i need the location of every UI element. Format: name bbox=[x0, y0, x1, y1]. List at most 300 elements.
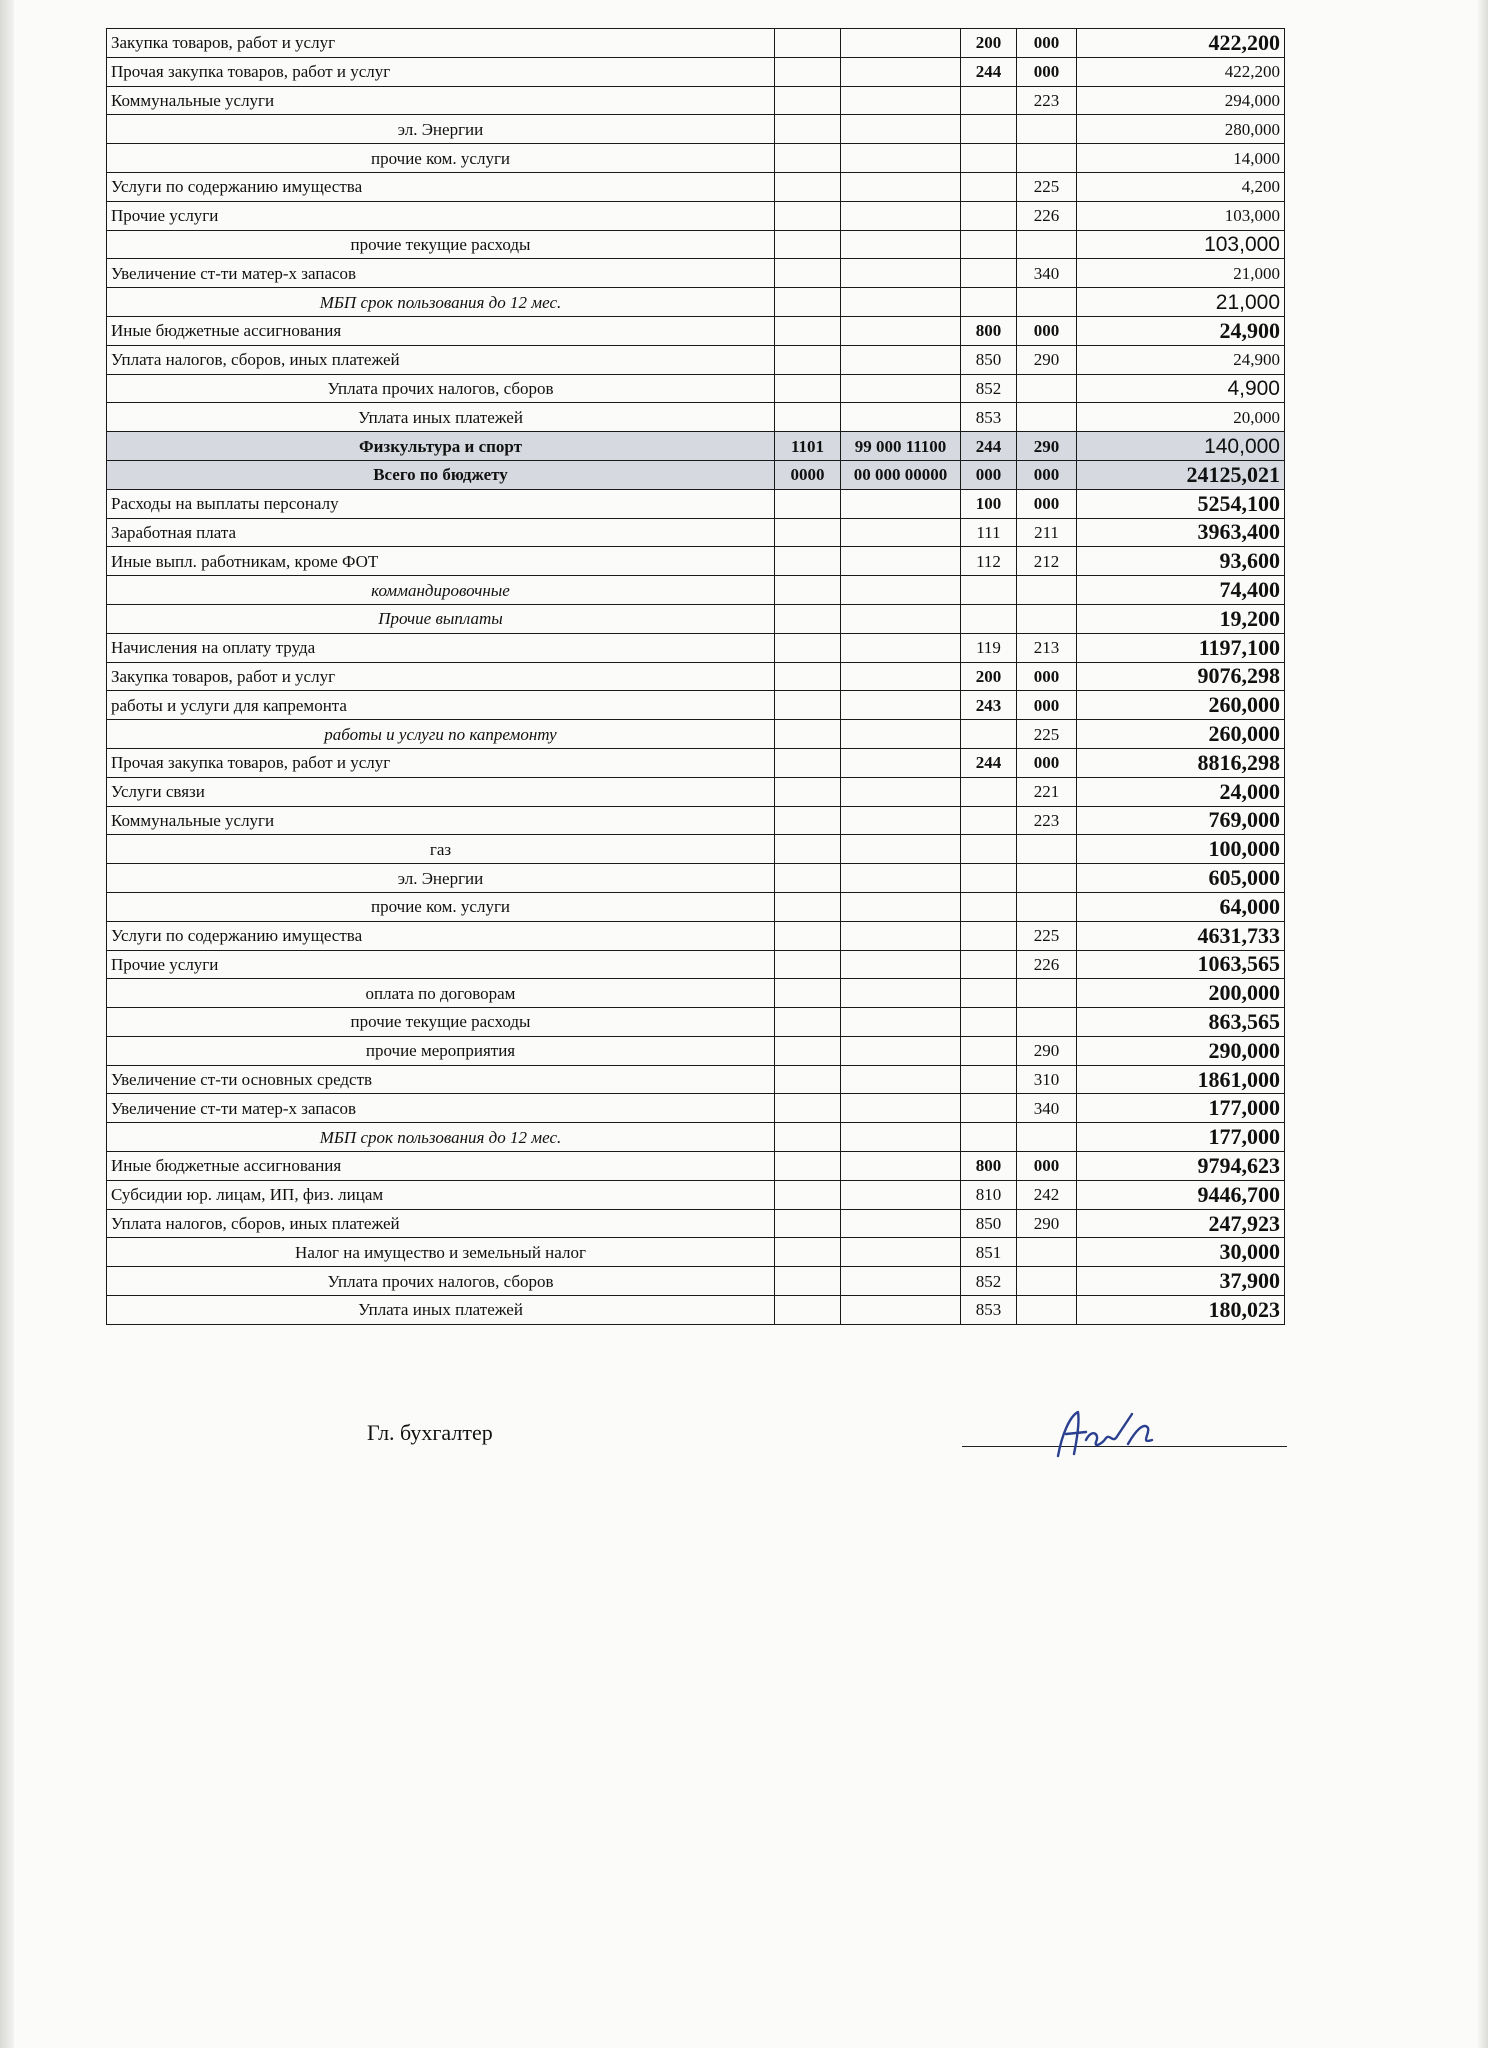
table-row bbox=[107, 604, 1285, 633]
row-name: Иные выпл. работникам, кроме ФОТ bbox=[107, 547, 775, 576]
row-amount: 24125,021 bbox=[1077, 460, 1285, 489]
row-kosgu-code: 225 bbox=[1017, 720, 1077, 749]
row-kosgu-code: 225 bbox=[1017, 921, 1077, 950]
row-amount: 24,000 bbox=[1077, 777, 1285, 806]
row-kosgu-code: 223 bbox=[1017, 806, 1077, 835]
row-expense-type-code bbox=[961, 892, 1017, 921]
row-section-code bbox=[775, 403, 841, 432]
row-target-article-code bbox=[841, 1180, 961, 1209]
table-row bbox=[107, 979, 1285, 1008]
row-name: Коммунальные услуги bbox=[107, 86, 775, 115]
row-amount: 74,400 bbox=[1077, 576, 1285, 605]
row-expense-type-code bbox=[961, 576, 1017, 605]
row-expense-type-code: 244 bbox=[961, 432, 1017, 461]
row-target-article-code bbox=[841, 777, 961, 806]
row-amount: 290,000 bbox=[1077, 1036, 1285, 1065]
row-target-article-code bbox=[841, 547, 961, 576]
table-row bbox=[107, 720, 1285, 749]
row-kosgu-code: 223 bbox=[1017, 86, 1077, 115]
row-amount: 19,200 bbox=[1077, 604, 1285, 633]
row-kosgu-code bbox=[1017, 1296, 1077, 1325]
row-kosgu-code: 000 bbox=[1017, 691, 1077, 720]
row-kosgu-code bbox=[1017, 1267, 1077, 1296]
table-row bbox=[107, 1238, 1285, 1267]
row-kosgu-code bbox=[1017, 1238, 1077, 1267]
row-name: Прочая закупка товаров, работ и услуг bbox=[107, 57, 775, 86]
table-row bbox=[107, 1180, 1285, 1209]
row-expense-type-code: 850 bbox=[961, 1209, 1017, 1238]
row-name: Увеличение ст-ти матер-х запасов bbox=[107, 1094, 775, 1123]
row-expense-type-code bbox=[961, 1008, 1017, 1037]
table-row bbox=[107, 662, 1285, 691]
row-kosgu-code: 226 bbox=[1017, 201, 1077, 230]
row-section-code bbox=[775, 489, 841, 518]
row-name: Коммунальные услуги bbox=[107, 806, 775, 835]
row-amount: 294,000 bbox=[1077, 86, 1285, 115]
row-expense-type-code: 800 bbox=[961, 1152, 1017, 1181]
table-row bbox=[107, 374, 1285, 403]
row-expense-type-code bbox=[961, 259, 1017, 288]
row-amount: 4,200 bbox=[1077, 172, 1285, 201]
row-amount: 103,000 bbox=[1077, 230, 1285, 259]
row-amount: 1063,565 bbox=[1077, 950, 1285, 979]
table-row bbox=[107, 144, 1285, 173]
row-name: Увеличение ст-ти матер-х запасов bbox=[107, 259, 775, 288]
table-row bbox=[107, 518, 1285, 547]
row-target-article-code bbox=[841, 892, 961, 921]
row-expense-type-code bbox=[961, 777, 1017, 806]
row-name: Услуги по содержанию имущества bbox=[107, 172, 775, 201]
row-section-code bbox=[775, 1065, 841, 1094]
table-row bbox=[107, 57, 1285, 86]
scan-edge-left bbox=[0, 0, 14, 2048]
row-target-article-code bbox=[841, 864, 961, 893]
row-section-code bbox=[775, 518, 841, 547]
row-expense-type-code bbox=[961, 921, 1017, 950]
table-row bbox=[107, 230, 1285, 259]
scan-edge-right bbox=[1478, 0, 1488, 2048]
table-row bbox=[107, 259, 1285, 288]
row-name: коммандировочные bbox=[107, 576, 775, 605]
row-kosgu-code: 340 bbox=[1017, 1094, 1077, 1123]
row-name: Прочие услуги bbox=[107, 950, 775, 979]
row-amount: 100,000 bbox=[1077, 835, 1285, 864]
row-expense-type-code: 112 bbox=[961, 547, 1017, 576]
row-expense-type-code bbox=[961, 86, 1017, 115]
row-section-code bbox=[775, 57, 841, 86]
row-amount: 863,565 bbox=[1077, 1008, 1285, 1037]
row-target-article-code bbox=[841, 1094, 961, 1123]
row-amount: 605,000 bbox=[1077, 864, 1285, 893]
row-amount: 24,900 bbox=[1077, 316, 1285, 345]
row-expense-type-code: 244 bbox=[961, 748, 1017, 777]
row-amount: 21,000 bbox=[1077, 259, 1285, 288]
row-amount: 14,000 bbox=[1077, 144, 1285, 173]
row-target-article-code: 99 000 11100 bbox=[841, 432, 961, 461]
row-name: работы и услуги для капремонта bbox=[107, 691, 775, 720]
row-target-article-code bbox=[841, 691, 961, 720]
row-kosgu-code: 000 bbox=[1017, 1152, 1077, 1181]
row-section-code bbox=[775, 604, 841, 633]
row-kosgu-code: 212 bbox=[1017, 547, 1077, 576]
row-target-article-code bbox=[841, 489, 961, 518]
row-name: Уплата прочих налогов, сборов bbox=[107, 1267, 775, 1296]
row-expense-type-code bbox=[961, 230, 1017, 259]
row-kosgu-code bbox=[1017, 288, 1077, 317]
row-expense-type-code: 853 bbox=[961, 403, 1017, 432]
row-kosgu-code: 221 bbox=[1017, 777, 1077, 806]
row-expense-type-code: 244 bbox=[961, 57, 1017, 86]
row-target-article-code bbox=[841, 748, 961, 777]
row-kosgu-code bbox=[1017, 576, 1077, 605]
row-name: Прочая закупка товаров, работ и услуг bbox=[107, 748, 775, 777]
row-section-code bbox=[775, 1123, 841, 1152]
row-amount: 21,000 bbox=[1077, 288, 1285, 317]
row-kosgu-code bbox=[1017, 403, 1077, 432]
row-expense-type-code bbox=[961, 1036, 1017, 1065]
row-kosgu-code: 290 bbox=[1017, 1036, 1077, 1065]
row-kosgu-code: 340 bbox=[1017, 259, 1077, 288]
row-amount: 422,200 bbox=[1077, 57, 1285, 86]
row-target-article-code bbox=[841, 86, 961, 115]
row-kosgu-code bbox=[1017, 892, 1077, 921]
table-row bbox=[107, 864, 1285, 893]
row-section-code bbox=[775, 1238, 841, 1267]
row-amount: 5254,100 bbox=[1077, 489, 1285, 518]
row-expense-type-code: 243 bbox=[961, 691, 1017, 720]
row-target-article-code bbox=[841, 806, 961, 835]
row-name: МБП срок пользования до 12 мес. bbox=[107, 288, 775, 317]
row-section-code bbox=[775, 1008, 841, 1037]
row-expense-type-code: 852 bbox=[961, 1267, 1017, 1296]
row-kosgu-code: 000 bbox=[1017, 57, 1077, 86]
row-name: Иные бюджетные ассигнования bbox=[107, 316, 775, 345]
row-kosgu-code: 000 bbox=[1017, 460, 1077, 489]
row-amount: 93,600 bbox=[1077, 547, 1285, 576]
row-section-code bbox=[775, 374, 841, 403]
row-expense-type-code: 851 bbox=[961, 1238, 1017, 1267]
row-target-article-code bbox=[841, 230, 961, 259]
row-target-article-code bbox=[841, 1238, 961, 1267]
row-kosgu-code bbox=[1017, 835, 1077, 864]
row-amount: 280,000 bbox=[1077, 115, 1285, 144]
row-kosgu-code bbox=[1017, 864, 1077, 893]
row-target-article-code bbox=[841, 316, 961, 345]
row-target-article-code bbox=[841, 979, 961, 1008]
row-target-article-code: 00 000 00000 bbox=[841, 460, 961, 489]
row-name: прочие мероприятия bbox=[107, 1036, 775, 1065]
row-name: Уплата налогов, сборов, иных платежей bbox=[107, 1209, 775, 1238]
row-target-article-code bbox=[841, 201, 961, 230]
row-section-code bbox=[775, 1094, 841, 1123]
row-name: газ bbox=[107, 835, 775, 864]
row-name: Услуги связи bbox=[107, 777, 775, 806]
row-amount: 9794,623 bbox=[1077, 1152, 1285, 1181]
row-kosgu-code bbox=[1017, 374, 1077, 403]
row-amount: 4631,733 bbox=[1077, 921, 1285, 950]
table-row bbox=[107, 345, 1285, 374]
row-expense-type-code: 100 bbox=[961, 489, 1017, 518]
row-target-article-code bbox=[841, 288, 961, 317]
row-name: прочие ком. услуги bbox=[107, 892, 775, 921]
row-section-code bbox=[775, 345, 841, 374]
row-section-code bbox=[775, 633, 841, 662]
row-amount: 422,200 bbox=[1077, 29, 1285, 58]
row-section-code bbox=[775, 316, 841, 345]
signature-mark bbox=[1040, 1404, 1180, 1464]
table-row bbox=[107, 633, 1285, 662]
table-row bbox=[107, 576, 1285, 605]
table-row bbox=[107, 691, 1285, 720]
row-section-code bbox=[775, 288, 841, 317]
table-row bbox=[107, 806, 1285, 835]
row-amount: 247,923 bbox=[1077, 1209, 1285, 1238]
row-target-article-code bbox=[841, 1065, 961, 1094]
row-name: Увеличение ст-ти основных средств bbox=[107, 1065, 775, 1094]
row-name: Субсидии юр. лицам, ИП, физ. лицам bbox=[107, 1180, 775, 1209]
row-target-article-code bbox=[841, 29, 961, 58]
row-section-code bbox=[775, 1180, 841, 1209]
row-target-article-code bbox=[841, 633, 961, 662]
row-expense-type-code: 853 bbox=[961, 1296, 1017, 1325]
row-section-code bbox=[775, 921, 841, 950]
row-target-article-code bbox=[841, 950, 961, 979]
row-expense-type-code: 850 bbox=[961, 345, 1017, 374]
row-amount: 769,000 bbox=[1077, 806, 1285, 835]
row-section-code bbox=[775, 720, 841, 749]
row-section-code bbox=[775, 950, 841, 979]
row-target-article-code bbox=[841, 720, 961, 749]
table-row bbox=[107, 115, 1285, 144]
table-row bbox=[107, 403, 1285, 432]
row-target-article-code bbox=[841, 1123, 961, 1152]
row-amount: 260,000 bbox=[1077, 691, 1285, 720]
row-amount: 1197,100 bbox=[1077, 633, 1285, 662]
table-row bbox=[107, 921, 1285, 950]
row-kosgu-code bbox=[1017, 1123, 1077, 1152]
row-expense-type-code bbox=[961, 1065, 1017, 1094]
row-expense-type-code bbox=[961, 1094, 1017, 1123]
row-target-article-code bbox=[841, 1036, 961, 1065]
table-row bbox=[107, 1267, 1285, 1296]
table-row bbox=[107, 1209, 1285, 1238]
row-expense-type-code: 111 bbox=[961, 518, 1017, 547]
table-row bbox=[107, 1094, 1285, 1123]
row-section-code bbox=[775, 172, 841, 201]
row-kosgu-code bbox=[1017, 115, 1077, 144]
row-expense-type-code bbox=[961, 950, 1017, 979]
row-section-code bbox=[775, 115, 841, 144]
row-target-article-code bbox=[841, 1209, 961, 1238]
row-amount: 4,900 bbox=[1077, 374, 1285, 403]
table-row bbox=[107, 288, 1285, 317]
row-amount: 37,900 bbox=[1077, 1267, 1285, 1296]
row-name: Уплата налогов, сборов, иных платежей bbox=[107, 345, 775, 374]
row-kosgu-code: 213 bbox=[1017, 633, 1077, 662]
row-target-article-code bbox=[841, 835, 961, 864]
row-amount: 180,023 bbox=[1077, 1296, 1285, 1325]
row-section-code bbox=[775, 892, 841, 921]
table-row bbox=[107, 1036, 1285, 1065]
table-row bbox=[107, 950, 1285, 979]
row-target-article-code bbox=[841, 662, 961, 691]
row-section-code bbox=[775, 86, 841, 115]
row-expense-type-code: 119 bbox=[961, 633, 1017, 662]
table-row bbox=[107, 460, 1285, 489]
row-amount: 200,000 bbox=[1077, 979, 1285, 1008]
table-row bbox=[107, 547, 1285, 576]
budget-table-body bbox=[107, 29, 1285, 1325]
table-row bbox=[107, 172, 1285, 201]
row-amount: 177,000 bbox=[1077, 1123, 1285, 1152]
row-name: Физкультура и спорт bbox=[107, 432, 775, 461]
row-kosgu-code: 310 bbox=[1017, 1065, 1077, 1094]
row-name: прочие ком. услуги bbox=[107, 144, 775, 173]
row-kosgu-code: 290 bbox=[1017, 345, 1077, 374]
row-name: Закупка товаров, работ и услуг bbox=[107, 29, 775, 58]
row-kosgu-code: 000 bbox=[1017, 29, 1077, 58]
row-kosgu-code bbox=[1017, 230, 1077, 259]
row-expense-type-code bbox=[961, 835, 1017, 864]
row-name: прочие текущие расходы bbox=[107, 1008, 775, 1037]
row-amount: 9076,298 bbox=[1077, 662, 1285, 691]
row-amount: 177,000 bbox=[1077, 1094, 1285, 1123]
row-target-article-code bbox=[841, 403, 961, 432]
row-name: Прочие услуги bbox=[107, 201, 775, 230]
row-target-article-code bbox=[841, 1296, 961, 1325]
row-amount: 64,000 bbox=[1077, 892, 1285, 921]
row-section-code bbox=[775, 777, 841, 806]
row-expense-type-code: 852 bbox=[961, 374, 1017, 403]
row-section-code bbox=[775, 806, 841, 835]
row-target-article-code bbox=[841, 115, 961, 144]
budget-table bbox=[106, 28, 1285, 1325]
row-target-article-code bbox=[841, 604, 961, 633]
row-name: эл. Энергии bbox=[107, 115, 775, 144]
row-target-article-code bbox=[841, 1152, 961, 1181]
row-section-code bbox=[775, 259, 841, 288]
row-amount: 24,900 bbox=[1077, 345, 1285, 374]
row-section-code bbox=[775, 201, 841, 230]
row-section-code bbox=[775, 230, 841, 259]
row-amount: 30,000 bbox=[1077, 1238, 1285, 1267]
row-kosgu-code: 000 bbox=[1017, 748, 1077, 777]
row-name: Уплата иных платежей bbox=[107, 403, 775, 432]
row-kosgu-code: 290 bbox=[1017, 432, 1077, 461]
row-target-article-code bbox=[841, 259, 961, 288]
row-name: МБП срок пользования до 12 мес. bbox=[107, 1123, 775, 1152]
row-name: Услуги по содержанию имущества bbox=[107, 921, 775, 950]
row-section-code bbox=[775, 1209, 841, 1238]
row-expense-type-code bbox=[961, 288, 1017, 317]
table-row bbox=[107, 316, 1285, 345]
row-name: Уплата иных платежей bbox=[107, 1296, 775, 1325]
row-kosgu-code: 226 bbox=[1017, 950, 1077, 979]
row-kosgu-code: 000 bbox=[1017, 662, 1077, 691]
row-amount: 260,000 bbox=[1077, 720, 1285, 749]
row-name: Закупка товаров, работ и услуг bbox=[107, 662, 775, 691]
row-expense-type-code: 810 bbox=[961, 1180, 1017, 1209]
row-name: Налог на имущество и земельный налог bbox=[107, 1238, 775, 1267]
table-row bbox=[107, 892, 1285, 921]
row-target-article-code bbox=[841, 172, 961, 201]
row-amount: 140,000 bbox=[1077, 432, 1285, 461]
row-section-code bbox=[775, 1296, 841, 1325]
row-name: Расходы на выплаты персоналу bbox=[107, 489, 775, 518]
row-target-article-code bbox=[841, 57, 961, 86]
row-section-code bbox=[775, 691, 841, 720]
row-target-article-code bbox=[841, 1267, 961, 1296]
table-row bbox=[107, 777, 1285, 806]
row-kosgu-code bbox=[1017, 144, 1077, 173]
row-expense-type-code bbox=[961, 604, 1017, 633]
row-section-code bbox=[775, 144, 841, 173]
row-amount: 103,000 bbox=[1077, 201, 1285, 230]
row-section-code bbox=[775, 547, 841, 576]
row-name: Уплата прочих налогов, сборов bbox=[107, 374, 775, 403]
table-row bbox=[107, 1152, 1285, 1181]
row-section-code bbox=[775, 576, 841, 605]
row-expense-type-code bbox=[961, 201, 1017, 230]
table-row bbox=[107, 201, 1285, 230]
row-amount: 9446,700 bbox=[1077, 1180, 1285, 1209]
row-kosgu-code: 242 bbox=[1017, 1180, 1077, 1209]
table-row bbox=[107, 1008, 1285, 1037]
row-target-article-code bbox=[841, 921, 961, 950]
row-kosgu-code bbox=[1017, 604, 1077, 633]
table-row bbox=[107, 489, 1285, 518]
row-name: Всего по бюджету bbox=[107, 460, 775, 489]
row-name: Начисления на оплату труда bbox=[107, 633, 775, 662]
row-amount: 1861,000 bbox=[1077, 1065, 1285, 1094]
row-name: Прочие выплаты bbox=[107, 604, 775, 633]
row-section-code bbox=[775, 1036, 841, 1065]
row-expense-type-code: 000 bbox=[961, 460, 1017, 489]
row-expense-type-code bbox=[961, 979, 1017, 1008]
row-amount: 3963,400 bbox=[1077, 518, 1285, 547]
row-expense-type-code: 800 bbox=[961, 316, 1017, 345]
row-target-article-code bbox=[841, 1008, 961, 1037]
row-expense-type-code: 200 bbox=[961, 662, 1017, 691]
row-kosgu-code: 290 bbox=[1017, 1209, 1077, 1238]
table-row bbox=[107, 1065, 1285, 1094]
table-row bbox=[107, 835, 1285, 864]
row-section-code bbox=[775, 1267, 841, 1296]
row-kosgu-code: 000 bbox=[1017, 316, 1077, 345]
table-row bbox=[107, 748, 1285, 777]
row-name: эл. Энергии bbox=[107, 864, 775, 893]
row-kosgu-code: 211 bbox=[1017, 518, 1077, 547]
row-name: оплата по договорам bbox=[107, 979, 775, 1008]
table-row bbox=[107, 432, 1285, 461]
row-target-article-code bbox=[841, 374, 961, 403]
row-section-code bbox=[775, 29, 841, 58]
row-kosgu-code bbox=[1017, 1008, 1077, 1037]
row-section-code: 1101 bbox=[775, 432, 841, 461]
table-row bbox=[107, 1123, 1285, 1152]
row-target-article-code bbox=[841, 576, 961, 605]
row-kosgu-code: 225 bbox=[1017, 172, 1077, 201]
row-name: работы и услуги по капремонту bbox=[107, 720, 775, 749]
row-expense-type-code bbox=[961, 806, 1017, 835]
row-expense-type-code bbox=[961, 720, 1017, 749]
row-section-code bbox=[775, 748, 841, 777]
table-row bbox=[107, 1296, 1285, 1325]
table-row bbox=[107, 86, 1285, 115]
row-amount: 20,000 bbox=[1077, 403, 1285, 432]
row-target-article-code bbox=[841, 345, 961, 374]
row-section-code bbox=[775, 864, 841, 893]
